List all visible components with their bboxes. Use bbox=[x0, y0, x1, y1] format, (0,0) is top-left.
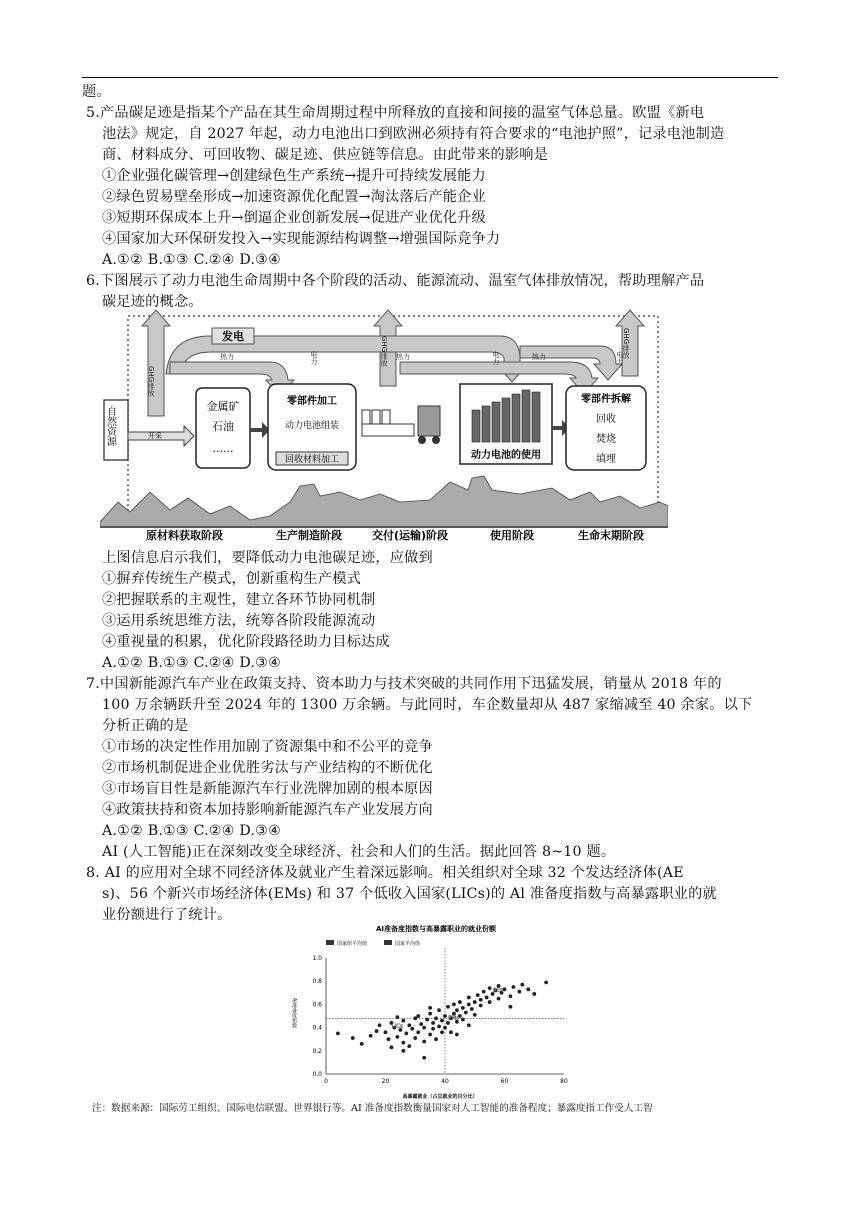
data-point bbox=[503, 987, 507, 991]
data-point bbox=[497, 997, 501, 1001]
data-point bbox=[428, 1006, 432, 1010]
text-line: ③短期环保成本上升→倒逼企业创新发展→促进产业优化升级 bbox=[102, 210, 486, 226]
x-tick-label: 20 bbox=[381, 1078, 390, 1085]
text-line: A.①② B.①③ C.②④ D.③④ bbox=[102, 655, 282, 671]
data-point bbox=[512, 985, 516, 989]
x-tick-label: 40 bbox=[441, 1078, 449, 1085]
legend-swatch-country bbox=[384, 940, 392, 945]
y-axis-label: AI准备度指数 bbox=[291, 998, 297, 1028]
electric-label-3: 电力 bbox=[492, 351, 500, 365]
data-point bbox=[443, 1014, 447, 1018]
data-point bbox=[360, 1042, 364, 1046]
data-point bbox=[440, 1030, 444, 1034]
data-point bbox=[422, 1040, 426, 1044]
data-point bbox=[467, 1003, 471, 1007]
data-point bbox=[526, 987, 530, 991]
text-line: ②把握联系的主观性，建立各环节协同机制 bbox=[102, 592, 376, 608]
data-point bbox=[488, 986, 492, 990]
data-point bbox=[407, 1044, 411, 1048]
stage-3: 交付(运输)阶段 bbox=[372, 529, 449, 542]
text-line: 题。 bbox=[82, 84, 111, 100]
box2-line-3: 回收材料加工 bbox=[284, 455, 340, 465]
x-tick-label: 0 bbox=[324, 1078, 328, 1085]
text-line: 分析正确的是 bbox=[102, 718, 189, 734]
data-point bbox=[401, 1049, 405, 1053]
box1-line-2: 石油 bbox=[212, 420, 234, 433]
data-point bbox=[482, 990, 486, 994]
stage-5: 生命末期阶段 bbox=[578, 529, 644, 542]
ghg-label-3: GHG排放 bbox=[380, 336, 388, 367]
data-point bbox=[509, 994, 513, 998]
data-point bbox=[404, 1032, 408, 1036]
text-line: 上图信息启示我们，要降低动力电池碳足迹，应做到 bbox=[102, 550, 433, 566]
heat-label-1: 热力 bbox=[220, 353, 234, 361]
ghg-arrow-1 bbox=[142, 310, 170, 416]
data-point bbox=[464, 1011, 468, 1015]
text-line: 商、材料成分、可回收物、碳足迹、供应链等信息。由此带来的影响是 bbox=[102, 147, 549, 163]
box4-line-1: 零部件拆解 bbox=[581, 394, 631, 405]
text-line: 8. AI 的应用对全球不同经济体及就业产生着深远影响。相关组织对全球 32 个发达经济体(AE bbox=[86, 865, 684, 881]
mining-label: 开采 bbox=[148, 432, 162, 440]
data-point bbox=[440, 1019, 444, 1023]
data-point bbox=[455, 1008, 459, 1012]
data-point bbox=[396, 1015, 400, 1019]
data-point bbox=[410, 1027, 414, 1031]
ai-readiness-scatter-chart bbox=[280, 920, 580, 1102]
data-point bbox=[446, 1005, 450, 1009]
data-point bbox=[461, 1006, 465, 1010]
text-line: ①摒弃传统生产模式，创新重构生产模式 bbox=[102, 571, 361, 587]
box4-line-2: 回收 bbox=[596, 414, 616, 425]
ghg-label-5: GHG排放 bbox=[622, 328, 630, 359]
data-point bbox=[470, 1007, 474, 1011]
group-label: LICs bbox=[391, 1023, 403, 1030]
data-point bbox=[509, 1005, 513, 1009]
x-axis-label: 高暴露就业（占总就业的百分比） bbox=[402, 1094, 478, 1100]
plot-area bbox=[312, 948, 568, 1085]
data-point bbox=[387, 1037, 391, 1041]
data-point bbox=[428, 1033, 432, 1037]
y-tick-label: 0.6 bbox=[312, 1001, 322, 1009]
data-point bbox=[532, 992, 536, 996]
text-line: A.①② B.①③ C.②④ D.③④ bbox=[102, 252, 282, 268]
text-line: 100 万余辆跃升至 2024 年的 1300 万余辆。与此同时，车企数量却从 487 家缩减至 40 余家。以下 bbox=[102, 697, 753, 713]
landscape bbox=[100, 476, 668, 528]
box4-line-3: 焚烧 bbox=[596, 434, 616, 445]
text-line: ④国家加大环保研发投入→实现能源结构调整→增强国际竞争力 bbox=[102, 231, 501, 247]
data-point bbox=[384, 1030, 388, 1034]
data-point bbox=[467, 1023, 471, 1027]
text-line: ①企业强化碳管理→创建绿色生产系统→提升可持续发展能力 bbox=[102, 168, 486, 184]
data-point bbox=[407, 1023, 411, 1027]
ghg-label-1: GHG排放 bbox=[147, 366, 155, 397]
data-point bbox=[479, 998, 483, 1002]
legend-country-avg: 国家平均值 bbox=[395, 941, 421, 947]
text-line: ④重视量的积累，优化阶段路径助力目标达成 bbox=[102, 634, 390, 650]
text-line: ③运用系统思维方法，统筹各阶段能源流动 bbox=[102, 613, 376, 629]
stage-1: 原材料获取阶段 bbox=[146, 529, 223, 542]
data-point bbox=[449, 1030, 453, 1034]
power-label: 发电 bbox=[222, 330, 244, 343]
data-point bbox=[351, 1036, 355, 1040]
y-tick-label: 1.0 bbox=[312, 955, 322, 962]
heat-label-3: 热力 bbox=[532, 353, 546, 361]
data-point bbox=[416, 1030, 420, 1034]
data-point bbox=[401, 1041, 405, 1045]
forklift-icon bbox=[362, 406, 440, 444]
y-tick-label: 0.0 bbox=[312, 1071, 322, 1078]
text-line: 碳足迹的概念。 bbox=[102, 294, 203, 310]
stage-2: 生产制造阶段 bbox=[276, 529, 342, 542]
data-point bbox=[434, 1016, 438, 1020]
data-point bbox=[425, 1018, 429, 1022]
box2-line-2: 动力电池组装 bbox=[284, 421, 340, 431]
text-line: 6.下图展示了动力电池生命周期中各个阶段的活动、能源流动、温室气体排放情况，帮助理解产品 bbox=[86, 273, 705, 289]
data-point bbox=[461, 1018, 465, 1022]
text-line: ④政策扶持和资本加持影响新能源汽车产业发展方向 bbox=[102, 802, 433, 818]
text-line: 池法》规定，自 2027 年起，动力电池出口到欧洲必须持有符合要求的“电池护照”，记录电池制造 bbox=[102, 126, 725, 142]
data-point bbox=[416, 1014, 420, 1018]
box2-line-1: 零部件加工 bbox=[287, 396, 337, 407]
heat-label-2: 热力 bbox=[396, 353, 410, 361]
y-tick-label: 0.2 bbox=[312, 1047, 322, 1055]
data-point bbox=[434, 1037, 438, 1041]
data-point bbox=[378, 1023, 382, 1027]
data-point bbox=[375, 1029, 379, 1033]
data-point bbox=[369, 1034, 373, 1038]
data-point bbox=[476, 993, 480, 997]
battery-lifecycle-diagram bbox=[100, 306, 668, 544]
data-point bbox=[396, 1035, 400, 1039]
data-point bbox=[428, 1012, 432, 1016]
data-point bbox=[413, 1016, 417, 1020]
data-point bbox=[431, 1027, 435, 1031]
x-tick-label: 60 bbox=[500, 1078, 509, 1085]
data-point bbox=[455, 1033, 459, 1037]
data-point bbox=[419, 1022, 423, 1026]
data-point bbox=[390, 1045, 394, 1049]
electric-label-2: 电力 bbox=[616, 351, 624, 365]
text-line: ②绿色贸易壁垒形成→加速资源优化配置→淘汰落后产能企业 bbox=[102, 189, 486, 205]
data-point bbox=[437, 1008, 441, 1012]
data-point bbox=[413, 1036, 417, 1040]
data-point bbox=[446, 1021, 450, 1025]
data-point bbox=[485, 996, 489, 1000]
text-line: ③市场盲目性是新能源汽车行业洗牌加剧的根本原因 bbox=[102, 781, 433, 797]
stage-4: 使用阶段 bbox=[490, 529, 534, 542]
data-point bbox=[544, 980, 548, 984]
y-tick-label: 0.4 bbox=[312, 1024, 322, 1032]
chart-footnote: 注：数据来源：国际劳工组织、国际电信联盟、世界银行等。AI 准备度指数衡量国家对人工智能的准备程度；暴露度指工作受人工智 bbox=[92, 1103, 653, 1114]
data-point bbox=[479, 1004, 483, 1008]
text-line: ①市场的决定性作用加剧了资源集中和不公平的竞争 bbox=[102, 739, 433, 755]
electric-label-1: 电力 bbox=[310, 351, 318, 365]
group-label: EMs bbox=[447, 1015, 460, 1022]
x-tick-label: 80 bbox=[560, 1078, 568, 1085]
text-line: AI (人工智能)正在深刻改变全球经济、社会和人们的生活。据此回答 8~10 题。 bbox=[102, 844, 616, 860]
text-line: ②市场机制促进企业优胜劣汰与产业结构的不断优化 bbox=[102, 760, 433, 776]
data-point bbox=[473, 1000, 477, 1004]
group-label: AEs bbox=[492, 987, 503, 994]
text-line: 7.中国新能源汽车产业在政策支持、资本助力与技术突破的共同作用下迅猛发展，销量从 2018 年的 bbox=[86, 676, 722, 692]
data-point bbox=[520, 983, 524, 987]
data-point bbox=[431, 1021, 435, 1025]
legend-group-avg: 国家组平均值 bbox=[337, 941, 368, 947]
natural-resources-label: 自然资源 bbox=[104, 406, 116, 446]
data-point bbox=[467, 996, 471, 1000]
text-line: 5.产品碳足迹是指某个产品在其生命周期过程中所释放的直接和间接的温室气体总量。欧盟《新电 bbox=[86, 105, 705, 121]
text-line: s)、56 个新兴市场经济体(EMs) 和 37 个低收入国家(LICs)的 Al 准备度指数与高暴露职业的就 bbox=[102, 886, 717, 902]
text-line: 业份额进行了统计。 bbox=[102, 907, 232, 923]
y-tick-label: 0.8 bbox=[312, 978, 322, 986]
data-point bbox=[517, 990, 521, 994]
chart-title: AI准备度指数与高暴露职业的就业份额 bbox=[375, 925, 497, 933]
data-point bbox=[488, 1000, 492, 1004]
text-line: A.①② B.①③ C.②④ D.③④ bbox=[102, 823, 282, 839]
data-point bbox=[422, 1056, 426, 1060]
data-point bbox=[452, 1003, 456, 1007]
data-point bbox=[437, 1025, 441, 1029]
data-point bbox=[422, 1026, 426, 1030]
data-point bbox=[473, 1013, 477, 1017]
box1-line-3: ...... bbox=[212, 442, 234, 455]
data-point bbox=[458, 1000, 462, 1004]
data-point bbox=[336, 1032, 340, 1036]
data-point bbox=[401, 1019, 405, 1023]
box4-line-4: 填埋 bbox=[596, 454, 616, 465]
data-point bbox=[443, 1026, 447, 1030]
arrow-1-2 bbox=[250, 422, 270, 438]
box3-label: 动力电池的使用 bbox=[471, 450, 541, 461]
legend-swatch-group bbox=[326, 940, 334, 945]
top-rule bbox=[82, 77, 778, 78]
box1-line-1: 金属矿 bbox=[206, 400, 240, 413]
